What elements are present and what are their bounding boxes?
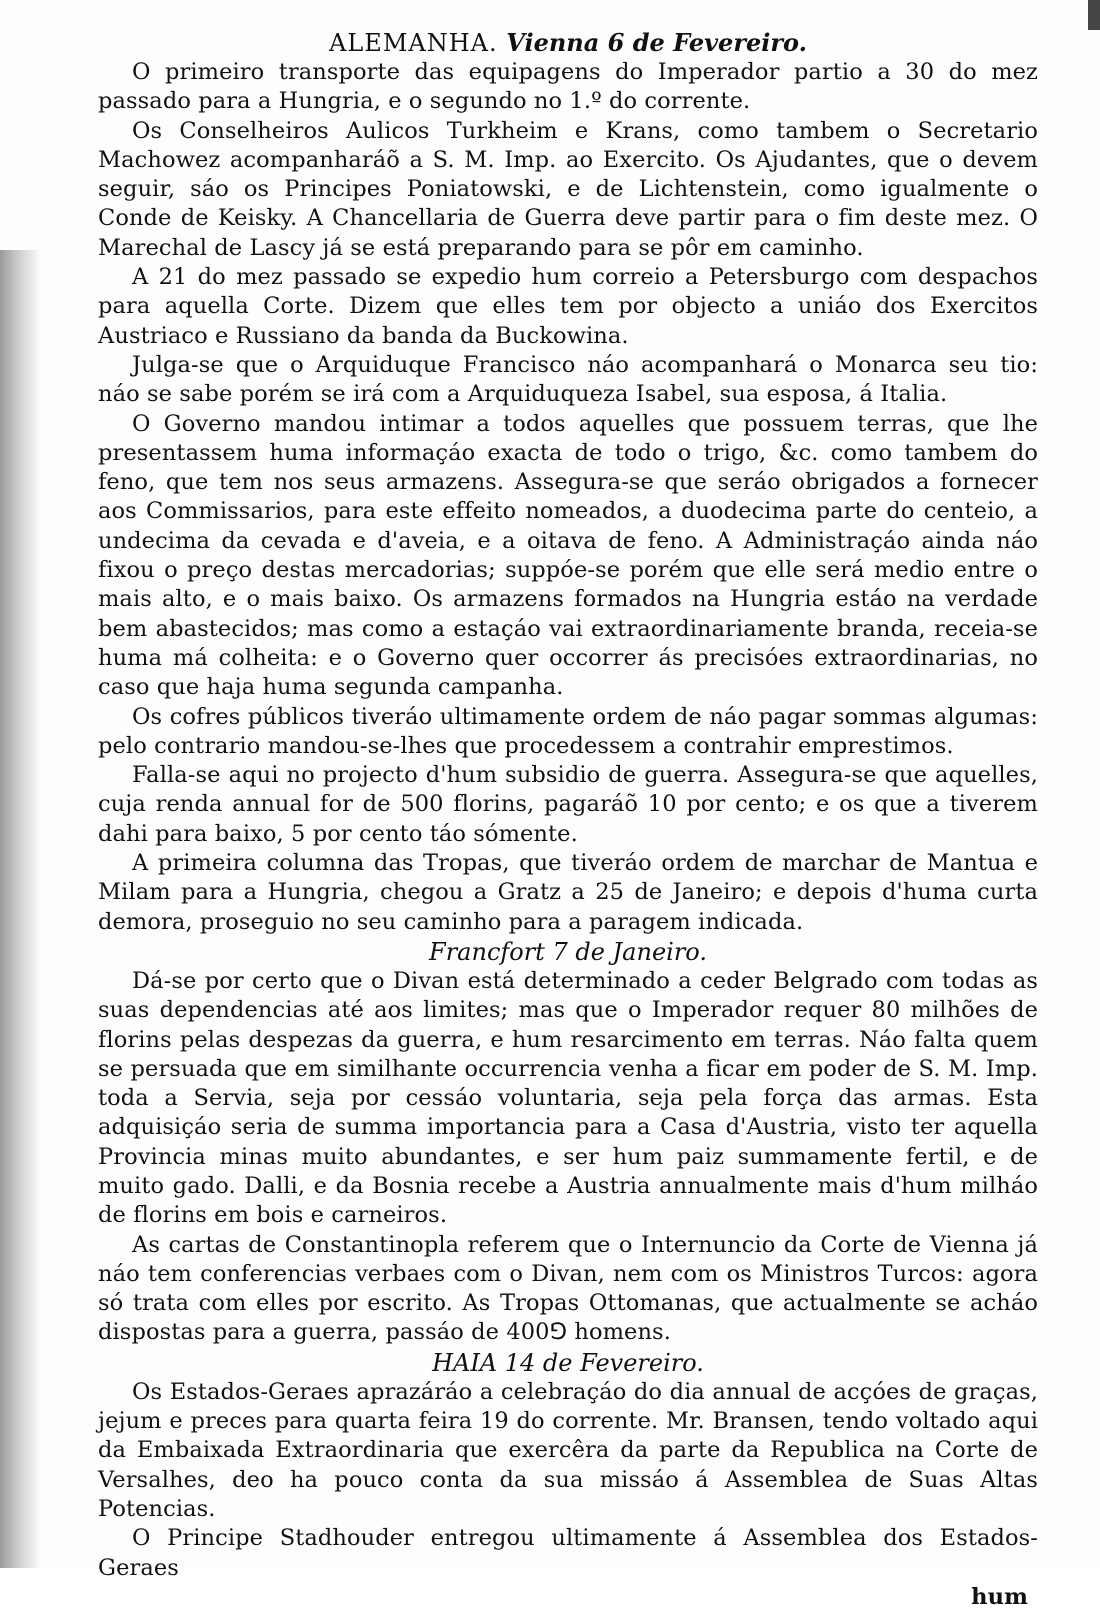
- paragraph: Os Conselheiros Aulicos Turkheim e Krans, como tambem o Secretario Machowez acompanharáõ a S. M. Imp. ao Exercito. Os Ajudantes, que o devem seguir, sáo os Principes Poniatowski, e de Lichtenstein, como igualmente o Conde de Keisky. A Chancellaria de Guerra deve partir para o fim deste mez. O Marechal de Lascy já se está preparando para se pôr em caminho.: [98, 117, 1038, 261]
- section-heading-alemanha: [98, 28, 1038, 58]
- paragraph: O Governo mandou intimar a todos aquelles que possuem terras, que lhe presentassem huma informaçáo exacta de todo o trigo, &c. como tambem do feno, que tem nos seus armazens. Assegura-se que seráo obrigados a fornecer aos Commissarios, para este effeito nomeados, a duodecima parte do centeio, a undecima da cevada e d'aveia, e a oitava de feno. A Administraçáo ainda náo fixou o preço destas mercadorias; suppóe-se porém que elle será medio entre o mais alto, e o mais baixo. Os armazens formados na Hungria estáo na verdade bem abastecidos; mas como a estaçáo vai extraordinariamente branda, receia-se huma má colheita: e o Governo quer occorrer ás precisóes extraordinarias, no caso que haja huma segunda campanha.: [98, 410, 1038, 701]
- paragraph: Julga-se que o Arquiduque Francisco náo acompanhará o Monarca seu tio: náo se sabe porém se irá com a Arquiduqueza Isabel, sua esposa, á Italia.: [98, 351, 1038, 408]
- country-heading: ALEMANHA.: [329, 29, 498, 57]
- paragraph: O Principe Stadhouder entregou ultimamente á Assemblea dos Estados-Geraes: [98, 1525, 1038, 1581]
- article-column: [98, 28, 1038, 1612]
- page-edge-shadow: [0, 250, 40, 1568]
- dateline-haia: HAIA 14 de Fevereiro.: [432, 1348, 704, 1377]
- paragraph: A primeira columna das Tropas, que tiveráo ordem de marchar de Mantua e Milam para a Hungria, chegou a Gratz a 25 de Janeiro; e depois d'huma curta demora, proseguio no seu caminho para a paragem indicada.: [98, 850, 1038, 935]
- paragraph: A 21 do mez passado se expedio hum correio a Petersburgo com despachos para aquella Corte. Dizem que elles tem por objecto a uniáo dos Exercitos Austriaco e Russiano da banda da Buckowina.: [98, 264, 1038, 349]
- paragraph: Os cofres públicos tiveráo ultimamente ordem de náo pagar sommas algumas: pelo contrario mandou-se-lhes que procedessem a contrahir emprestimos.: [98, 703, 1038, 759]
- paragraph: As cartas de Constantinopla referem que o Internuncio da Corte de Vienna já náo tem conferencias verbaes com o Divan, nem com os Ministros Turcos: agora só trata com elles por escrito. As Tropas Ottomanas, que actualmente se acháo dispostas para a guerra, passáo de 400⅁ homens.: [98, 1231, 1038, 1346]
- paragraph: Dá-se por certo que o Divan está determinado a ceder Belgrado com todas as suas dependencias até aos limites; mas que o Imperador requer 80 milhões de florins pelas despezas da guerra, e hum resarcimento em terras. Náo falta quem se persuada que em similhante occurrencia venha a ficar em poder de S. M. Imp. toda a Servia, seja por cessáo voluntaria, seja pela força das armas. Esta adquisiçáo seria de summa importancia para a Casa d'Austria, visto ter aquella Provincia minas muito abundantes, e ser hum paiz summamente fertil, e de muito gado. Dalli, e da Bosnia recebe a Austria annualmente mais d'hum milháo de florins em bois e carneiros.: [98, 967, 1038, 1229]
- page-corner-mark: [1088, 0, 1100, 30]
- paragraph: Os Estados-Geraes aprazáráo a celebraçáo do dia annual de acçóes de graças, jejum e preces para quarta feira 19 do corrente. Mr. Bransen, tendo voltado aqui da Embaixada Extraordinaria que exercêra da parte da Republica na Corte de Versalhes, deo ha pouco conta da sua missáo á Assemblea de Suas Altas Potencias.: [98, 1378, 1038, 1522]
- catchword: hum: [971, 1583, 1028, 1610]
- dateline: Vienna 6 de Fevereiro.: [506, 28, 807, 57]
- paragraph: O primeiro transporte das equipagens do Imperador partio a 30 do mez passado para a Hungria, e o segundo no 1.º do corrente.: [98, 59, 1038, 115]
- paragraph: Falla-se aqui no projecto d'hum subsidio de guerra. Assegura-se que aquelles, cuja renda annual for de 500 florins, pagaráõ 10 por cento; e os que a tiverem dahi para baixo, 5 por cento táo sómente.: [98, 762, 1038, 847]
- dateline-francfort: Francfort 7 de Janeiro.: [429, 937, 707, 966]
